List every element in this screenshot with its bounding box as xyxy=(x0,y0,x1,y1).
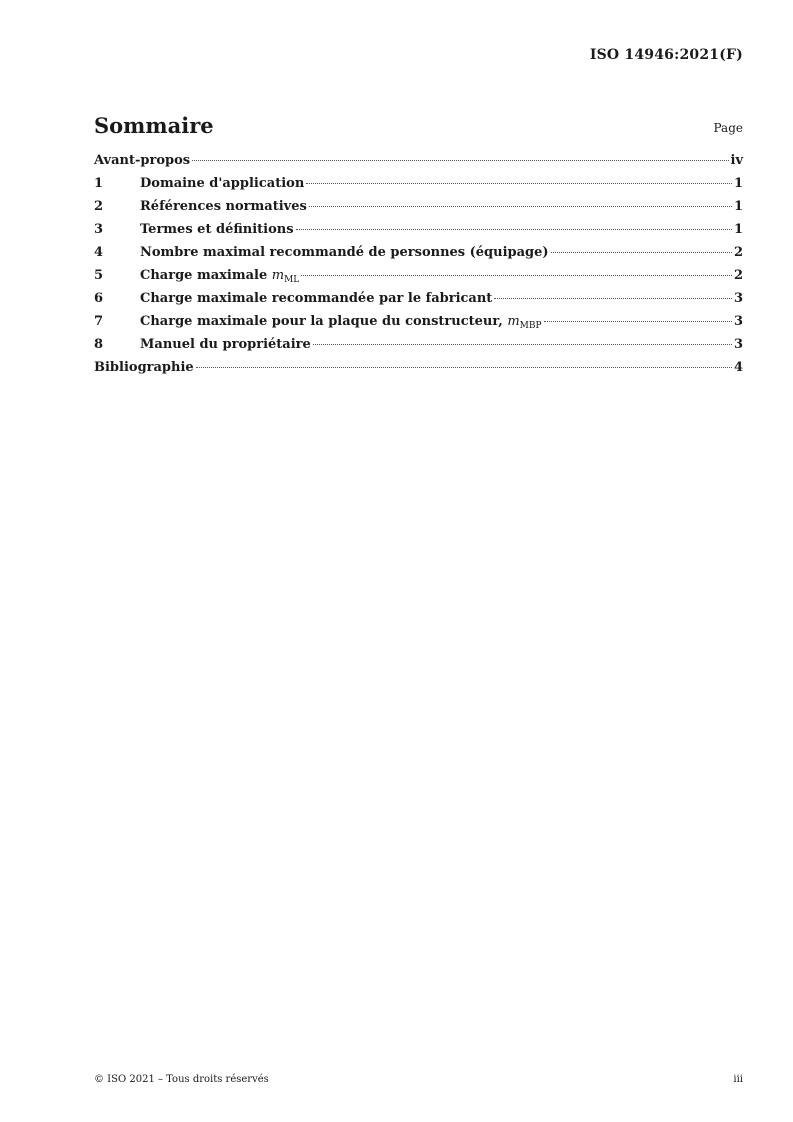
toc-leader-dots xyxy=(192,160,728,161)
toc-entry-text: Bibliographie xyxy=(94,360,194,375)
toc-entry-5[interactable] xyxy=(94,268,743,291)
symbol-subscript: MBP xyxy=(519,321,542,331)
table-of-contents xyxy=(94,153,743,383)
toc-entry-text: Nombre maximal recommandé de personnes (équipage) xyxy=(140,245,549,260)
toc-entry-text-group xyxy=(140,268,299,283)
symbol-m: m xyxy=(271,268,285,283)
toc-entry-text: Charge maximale xyxy=(140,268,272,283)
toc-entry-number: 4 xyxy=(94,245,104,260)
toc-entry-8[interactable] xyxy=(94,337,743,360)
toc-entry-page: 3 xyxy=(733,337,743,352)
toc-entry-number: 1 xyxy=(94,176,104,191)
toc-leader-dots xyxy=(309,206,732,207)
toc-entry-text: Charge maximale pour la plaque du constructeur, xyxy=(140,314,508,329)
toc-entry-1[interactable] xyxy=(94,176,743,199)
toc-entry-text: Domaine d'application xyxy=(140,176,305,191)
toc-entry-text: Charge maximale recommandée par le fabricant xyxy=(140,291,493,306)
toc-leader-dots xyxy=(494,298,732,299)
toc-header xyxy=(94,112,743,142)
toc-entry-page: iv xyxy=(730,153,743,168)
copyright-notice: © ISO 2021 – Tous droits réservés xyxy=(94,1074,269,1085)
toc-entry-page: 2 xyxy=(733,268,743,283)
page-number: iii xyxy=(733,1074,743,1085)
toc-entry-text-group xyxy=(140,314,542,329)
toc-entry-text: Manuel du propriétaire xyxy=(140,337,311,352)
toc-entry-number: 2 xyxy=(94,199,104,214)
toc-entry-text: Références normatives xyxy=(140,199,307,214)
toc-leader-dots xyxy=(306,183,732,184)
toc-entry-number: 7 xyxy=(94,314,104,329)
toc-entry-text: Termes et définitions xyxy=(140,222,294,237)
toc-entry-page: 4 xyxy=(733,360,743,375)
toc-entry-number: 5 xyxy=(94,268,104,283)
toc-entry-page: 1 xyxy=(733,176,743,191)
toc-entry-bibliographie[interactable] xyxy=(94,360,743,383)
toc-entry-6[interactable] xyxy=(94,291,743,314)
toc-leader-dots xyxy=(544,321,732,322)
toc-entry-page: 2 xyxy=(733,245,743,260)
toc-entry-page: 1 xyxy=(733,222,743,237)
toc-leader-dots xyxy=(196,367,732,368)
toc-entry-4[interactable] xyxy=(94,245,743,268)
document-reference: ISO 14946:2021(F) xyxy=(589,47,743,63)
toc-entry-3[interactable] xyxy=(94,222,743,245)
toc-entry-7[interactable] xyxy=(94,314,743,337)
toc-leader-dots xyxy=(301,275,732,276)
toc-entry-2[interactable] xyxy=(94,199,743,222)
toc-leader-dots xyxy=(313,344,732,345)
toc-page-column-label: Page xyxy=(713,121,743,135)
toc-entry-page: 3 xyxy=(733,291,743,306)
toc-entry-number: 8 xyxy=(94,337,104,352)
toc-leader-dots xyxy=(296,229,732,230)
toc-title: Sommaire xyxy=(94,113,214,138)
toc-entry-number: 3 xyxy=(94,222,104,237)
toc-entry-page: 3 xyxy=(733,314,743,329)
toc-leader-dots xyxy=(551,252,732,253)
toc-entry-number: 6 xyxy=(94,291,104,306)
toc-entry-avant-propos[interactable] xyxy=(94,153,743,176)
toc-entry-page: 1 xyxy=(733,199,743,214)
symbol-m: m xyxy=(507,314,520,329)
toc-entry-text: Avant-propos xyxy=(94,153,191,168)
symbol-subscript: ML xyxy=(284,275,300,285)
